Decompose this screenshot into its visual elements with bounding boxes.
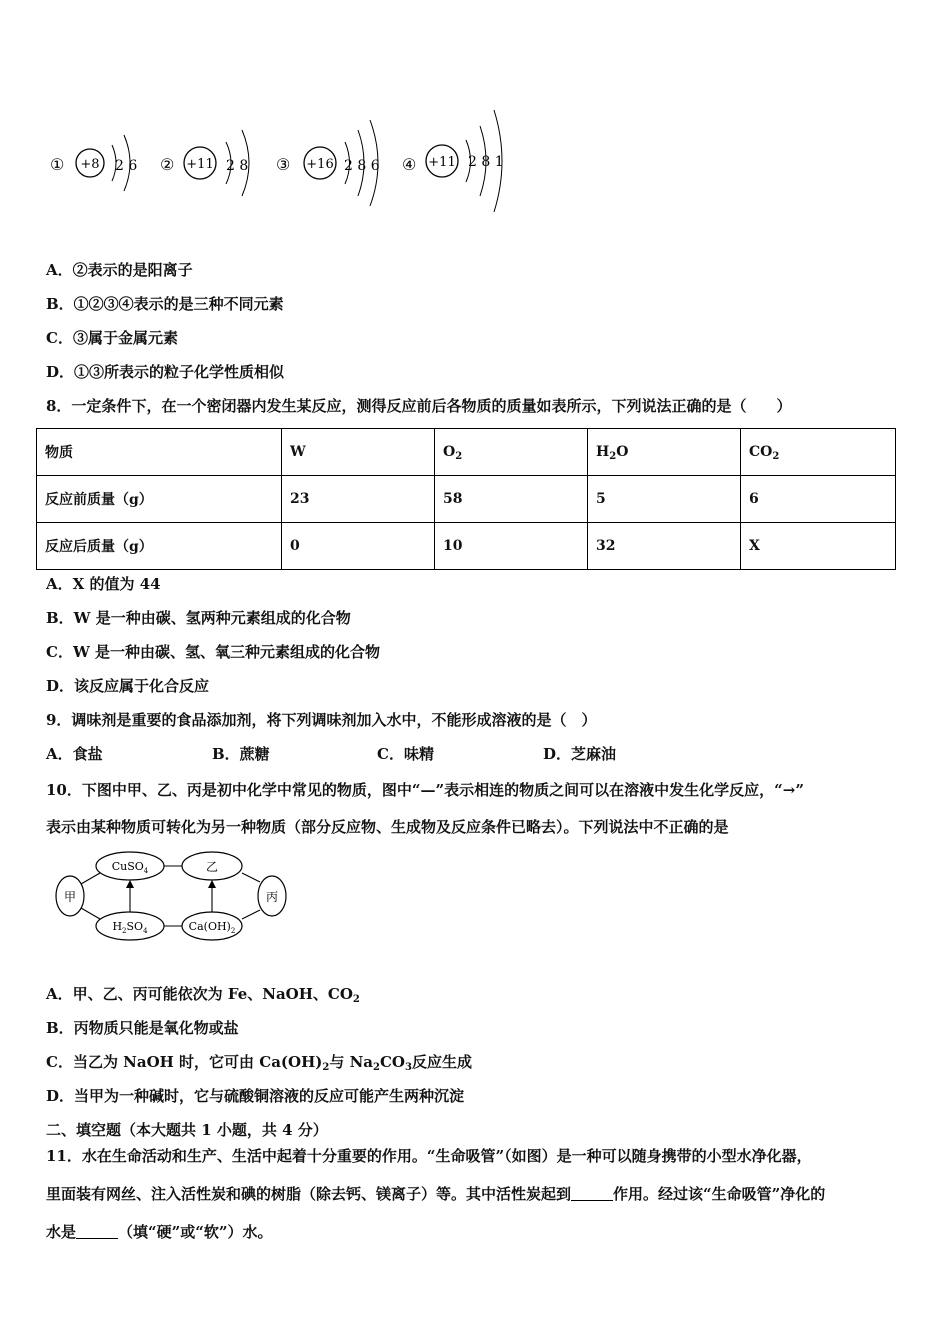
mass-table xyxy=(36,428,896,570)
node-yi-label: 乙 xyxy=(205,860,219,874)
q10-option-c xyxy=(46,1052,472,1072)
h2o-o: O xyxy=(616,444,629,460)
h2o-sub: 2 xyxy=(609,451,617,462)
q10-option-c-sub2: 2 xyxy=(373,1062,380,1073)
q10-option-c-mid: 与 Na xyxy=(329,1053,373,1071)
q8-stem: 8．一定条件下，在一个密闭器内发生某反应，测得反应前后各物质的质量如表所示，下列说法正确的是（ ） xyxy=(46,397,792,415)
q11-line2 xyxy=(46,1184,825,1204)
q9-option-b: B．蔗糖 xyxy=(212,745,270,763)
q11-line2-text-a: 里面装有网丝、注入活性炭和碘的树脂（除去钙、镁离子）等。其中活性炭起到 xyxy=(46,1185,572,1203)
q9-option-c: C．味精 xyxy=(377,745,434,763)
table-cell: X xyxy=(741,523,896,570)
table-row xyxy=(37,523,896,570)
link-jia-h2so4 xyxy=(81,908,100,919)
electron-config: 2 8 xyxy=(226,158,249,174)
q11-line2-text-b: 作用。经过该“生命吸管”净化的 xyxy=(613,1185,826,1203)
q10-option-c-co: CO xyxy=(379,1053,405,1071)
q7-option-d: D．①③所表示的粒子化学性质相似 xyxy=(46,363,285,381)
q9-stem: 9．调味剂是重要的食品添加剂，将下列调味剂加入水中，不能形成溶液的是（ ） xyxy=(46,711,597,729)
table-header-cell: 物质 xyxy=(37,429,282,476)
node-cuso4-label: CuSO$_4$ xyxy=(111,860,149,875)
table-cell: 10 xyxy=(435,523,588,570)
q10-option-d: D．当甲为一种碱时，它与硫酸铜溶液的反应可能产生两种沉淀 xyxy=(46,1087,465,1105)
q11-line3-text-a: 水是 xyxy=(46,1223,77,1241)
node-h2so4-label: $H_2SO_4$ xyxy=(112,920,148,935)
q10-stem-line1: 10．下图中甲、乙、丙是初中化学中常见的物质，图中“—”表示相连的物质之间可以在溶液中发生化学反应，“→” xyxy=(46,781,804,799)
table-cell: 6 xyxy=(741,476,896,523)
o2-o: O xyxy=(443,444,456,460)
arrow-head xyxy=(126,880,134,888)
q10-option-a-sub: 2 xyxy=(352,994,360,1005)
q7-option-c: C．③属于金属元素 xyxy=(46,329,178,347)
o2-sub: 2 xyxy=(455,451,463,462)
q9-option-a: A．食盐 xyxy=(46,745,103,763)
link-jia-cuso4 xyxy=(81,873,100,884)
atom-label: ④ xyxy=(402,155,417,174)
nucleus-charge: +8 xyxy=(80,157,100,172)
nucleus-charge: +16 xyxy=(306,157,334,172)
q7-option-a: A．②表示的是阳离子 xyxy=(46,261,193,279)
node-jia-label: 甲 xyxy=(63,890,77,904)
table-header-cell xyxy=(435,429,588,476)
link-yi-bing xyxy=(242,873,260,882)
nucleus-charge: +11 xyxy=(186,157,214,172)
atom-diagram-4 xyxy=(402,110,504,212)
atom-diagram-2 xyxy=(160,130,249,196)
table-cell: 5 xyxy=(588,476,741,523)
table-cell: 反应后质量（g） xyxy=(37,523,282,570)
co2-sub: 2 xyxy=(772,451,780,462)
arrow-head xyxy=(208,880,216,888)
table-cell: 58 xyxy=(435,476,588,523)
q11-line3-text-b: （填“硬”或“软”）水。 xyxy=(118,1223,273,1241)
electron-config: 2 6 xyxy=(115,158,138,174)
q8-option-d: D．该反应属于化合反应 xyxy=(46,677,210,695)
atom-label: ② xyxy=(160,155,175,174)
electron-config: 2 8 6 xyxy=(344,158,380,174)
link-caoh2-bing xyxy=(242,910,260,919)
q10-option-c-post: 反应生成 xyxy=(411,1053,472,1071)
h2o-h: H xyxy=(596,444,610,460)
answer-blank-1[interactable] xyxy=(571,1186,613,1201)
electron-config: 2 8 1 xyxy=(468,154,504,170)
q10-option-c-sub3: 3 xyxy=(404,1062,412,1073)
node-bing-label: 丙 xyxy=(265,890,279,904)
q10-option-b: B．丙物质只能是氧化物或盐 xyxy=(46,1019,239,1037)
reaction-diagram xyxy=(50,846,290,946)
table-cell: 23 xyxy=(282,476,435,523)
q8-option-c: C．W 是一种由碳、氢、氧三种元素组成的化合物 xyxy=(46,643,381,661)
section-title: 二、填空题（本大题共 1 小题，共 4 分） xyxy=(46,1121,328,1139)
table-row xyxy=(37,476,896,523)
table-header-cell: W xyxy=(282,429,435,476)
q10-option-c-sub1: 2 xyxy=(322,1062,330,1073)
q10-stem-line2: 表示由某种物质可转化为另一种物质（部分反应物、生成物及反应条件已略去）。下列说法中不正确的是 xyxy=(46,818,729,836)
q8-option-a: A．X 的值为 44 xyxy=(46,575,161,593)
q7-option-b: B．①②③④表示的是三种不同元素 xyxy=(46,295,284,313)
table-header-row xyxy=(37,429,896,476)
table-cell: 0 xyxy=(282,523,435,570)
q11-line3 xyxy=(46,1222,273,1242)
atom-label: ① xyxy=(50,155,65,174)
atom-diagram-3 xyxy=(276,120,380,206)
atom-structure-diagrams xyxy=(40,100,520,220)
q10-option-a-text: A．甲、乙、丙可能依次为 Fe、NaOH、CO xyxy=(46,985,353,1003)
nucleus-charge: +11 xyxy=(428,155,456,170)
q11-line1: 11．水在生命活动和生产、生活中起着十分重要的作用。“生命吸管”（如图）是一种可以随身携带的小型水净化器， xyxy=(46,1147,812,1165)
atom-label: ③ xyxy=(276,155,291,174)
atom-diagram-1 xyxy=(50,135,137,191)
table-cell: 32 xyxy=(588,523,741,570)
table-header-cell xyxy=(588,429,741,476)
q9-option-d: D．芝麻油 xyxy=(543,745,617,763)
table-cell: 反应前质量（g） xyxy=(37,476,282,523)
node-caoh2-label: $Ca(OH)_2$ xyxy=(188,920,236,935)
q10-option-c-pre: C．当乙为 NaOH 时，它可由 Ca(OH) xyxy=(46,1053,323,1071)
co2-co: CO xyxy=(749,444,773,460)
table-header-cell xyxy=(741,429,896,476)
answer-blank-2[interactable] xyxy=(76,1224,118,1239)
q10-option-a xyxy=(46,984,360,1004)
q8-option-b: B．W 是一种由碳、氢两种元素组成的化合物 xyxy=(46,609,351,627)
